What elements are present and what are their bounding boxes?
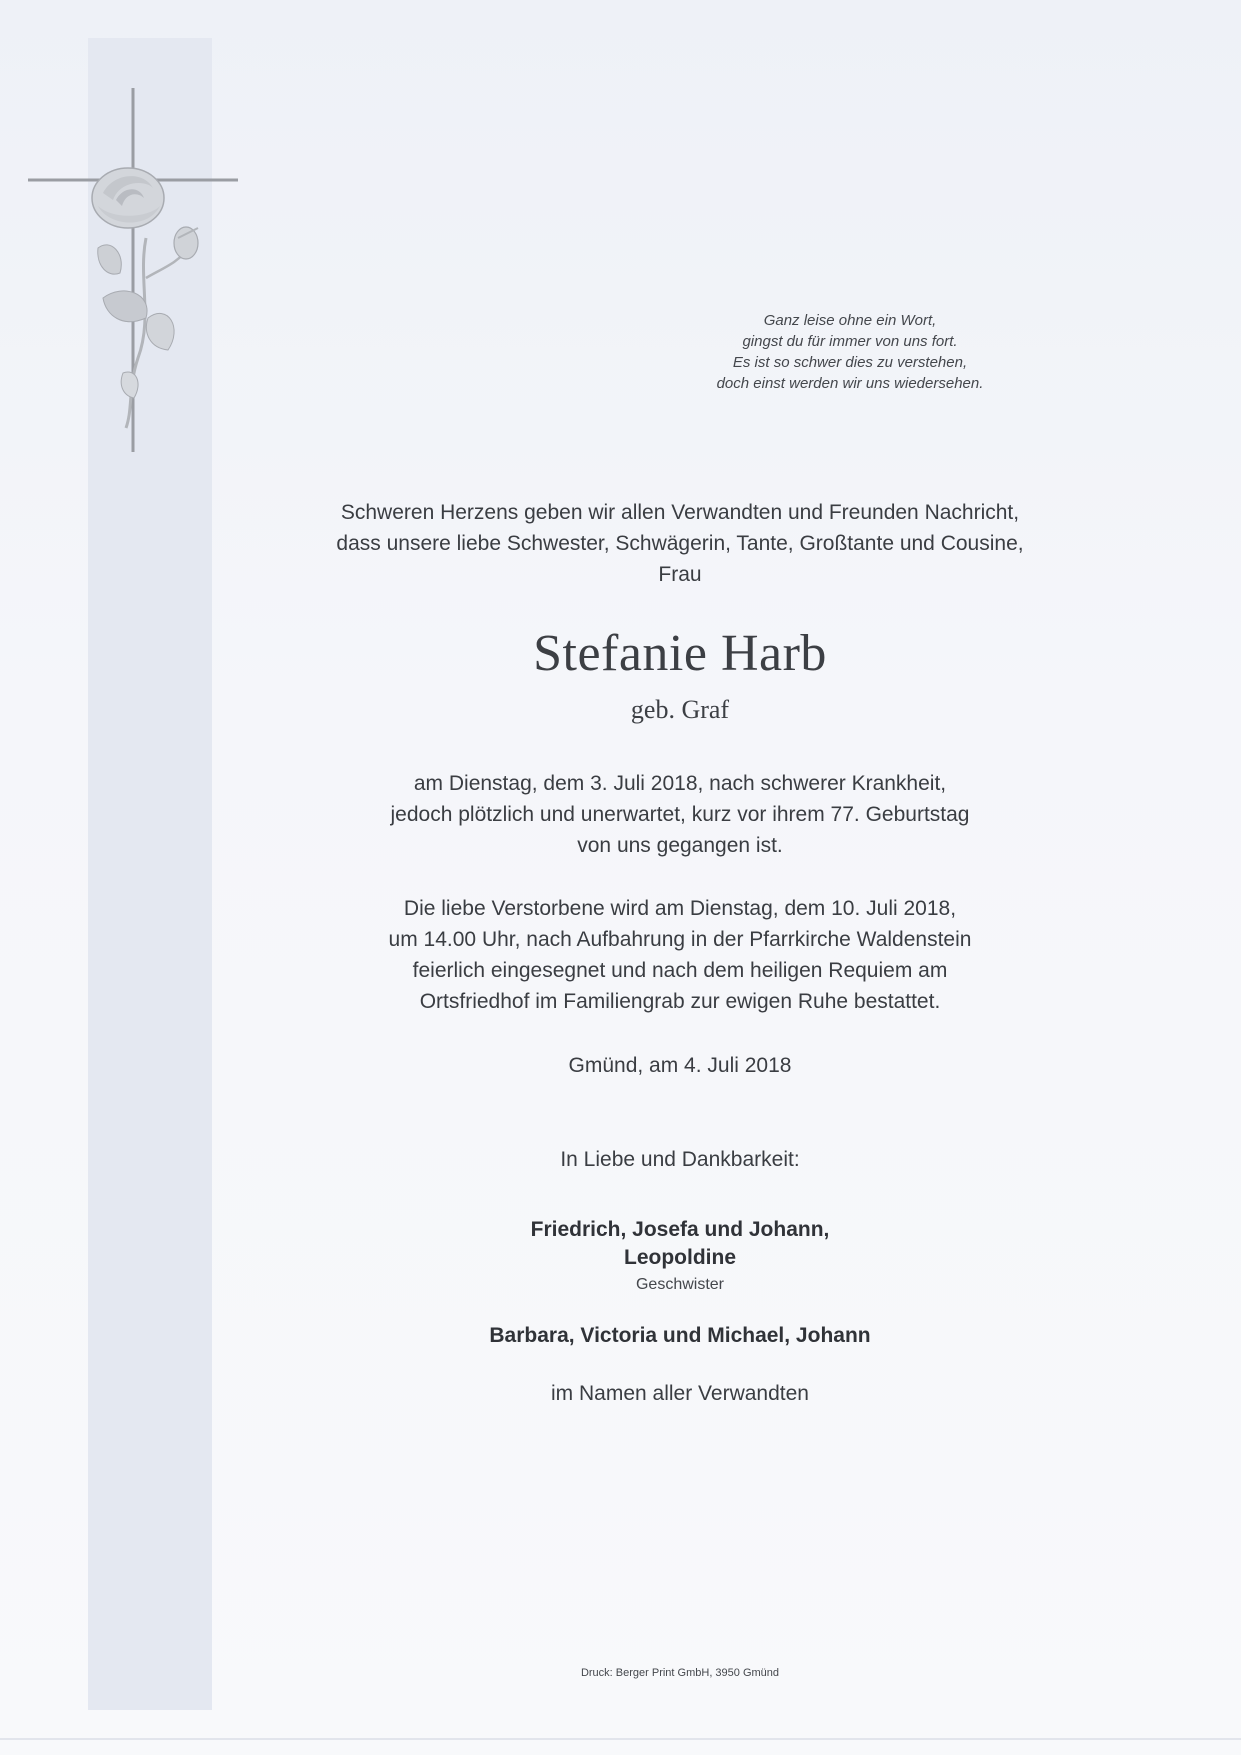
death-notice xyxy=(290,768,1070,861)
other-mourners: Barbara, Victoria und Michael, Johann xyxy=(489,1324,871,1347)
deceased-name: Stefanie Harb xyxy=(533,625,827,682)
place-date: Gmünd, am 4. Juli 2018 xyxy=(568,1054,792,1077)
motto-line: doch einst werden wir uns wiedersehen. xyxy=(716,375,984,392)
siblings-relation: Geschwister xyxy=(635,1276,725,1293)
cross-with-rose-icon xyxy=(28,88,278,518)
intro-line: dass unsere liebe Schwester, Schwägerin, Tante, Großtante und Cousine, xyxy=(336,532,1024,555)
maiden-name: geb. Graf xyxy=(630,695,730,724)
announcement-intro xyxy=(290,497,1070,590)
death-line: am Dienstag, dem 3. Juli 2018, nach schwerer Krankheit, xyxy=(413,772,947,795)
closing-line: im Namen aller Verwandten xyxy=(551,1382,809,1405)
thanks-line: In Liebe und Dankbarkeit: xyxy=(560,1148,800,1171)
siblings-names: Leopoldine xyxy=(624,1246,736,1269)
motto-poem xyxy=(640,310,1060,394)
page-edge xyxy=(0,1738,1241,1740)
intro-line: Frau xyxy=(658,563,702,586)
death-line: jedoch plötzlich und unerwartet, kurz vor ihrem 77. Geburtstag xyxy=(390,803,970,826)
motto-line: Es ist so schwer dies zu verstehen, xyxy=(732,354,968,371)
printer-credit: Druck: Berger Print GmbH, 3950 Gmünd xyxy=(580,1667,780,1679)
funeral-details xyxy=(290,893,1070,1017)
motto-line: gingst du für immer von uns fort. xyxy=(742,333,958,350)
motto-line: Ganz leise ohne ein Wort, xyxy=(763,312,937,329)
mourners xyxy=(290,1216,1070,1350)
funeral-line: Die liebe Verstorbene wird am Dienstag, dem 10. Juli 2018, xyxy=(403,897,957,920)
funeral-line: um 14.00 Uhr, nach Aufbahrung in der Pfarrkirche Waldenstein xyxy=(388,928,972,951)
siblings-names: Friedrich, Josefa und Johann, xyxy=(530,1218,830,1241)
funeral-line: Ortsfriedhof im Familiengrab zur ewigen Ruhe bestattet. xyxy=(419,990,941,1013)
funeral-line: feierlich eingesegnet und nach dem heiligen Requiem am xyxy=(412,959,948,982)
death-line: von uns gegangen ist. xyxy=(577,834,783,857)
intro-line: Schweren Herzens geben wir allen Verwandten und Freunden Nachricht, xyxy=(340,501,1020,524)
